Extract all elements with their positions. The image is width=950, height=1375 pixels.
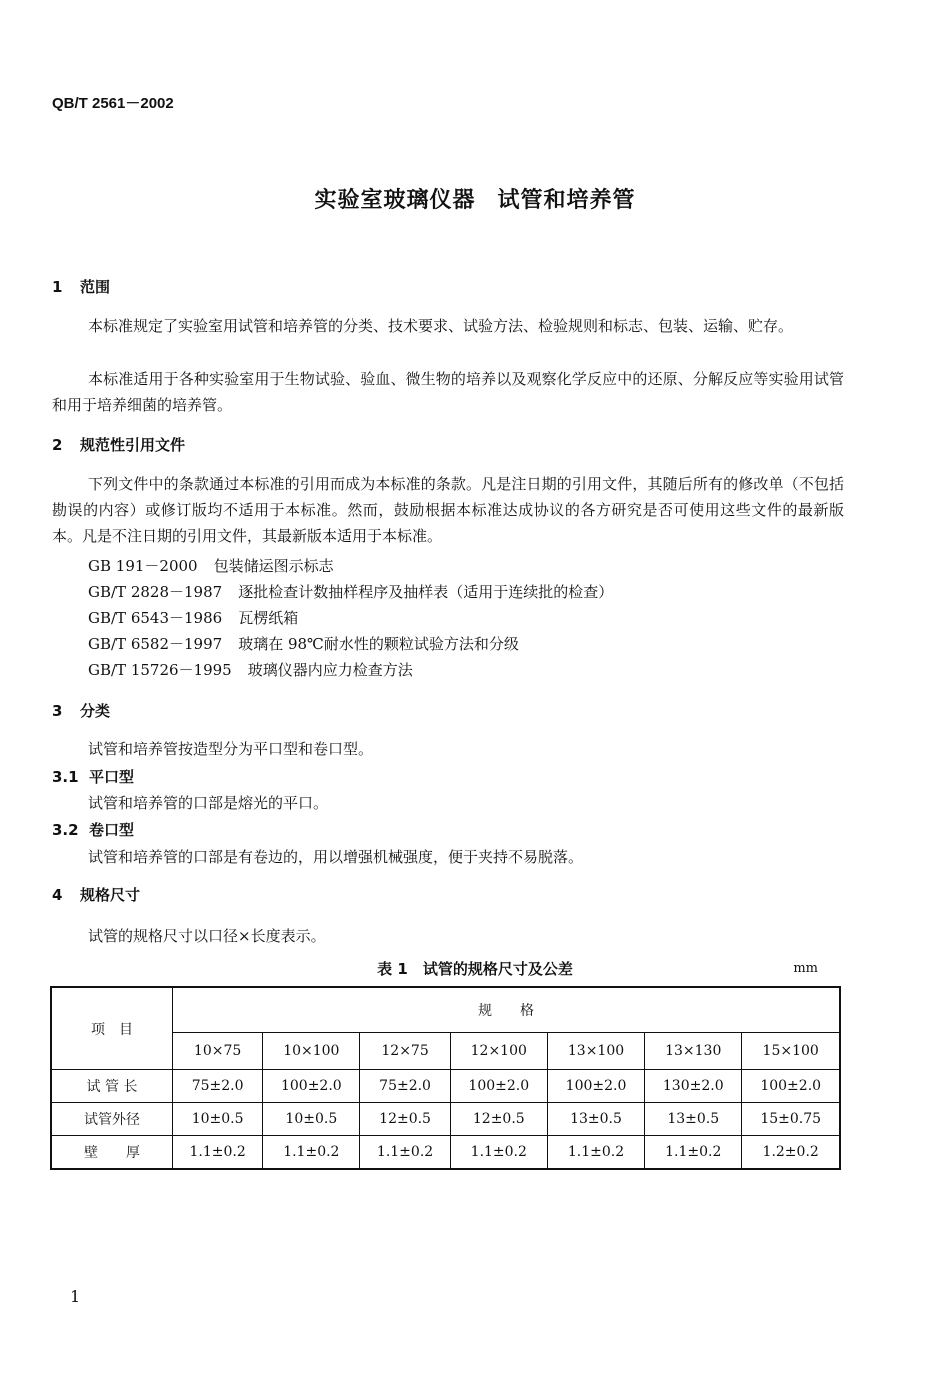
section-1-paragraph-2: 本标准适用于各种实验室用于生物试验、验血、微生物的培养以及观察化学反应中的还原、分解反应等实验用试管和用于培养细菌的培养管。 xyxy=(52,370,844,414)
table-cell: 100±2.0 xyxy=(742,1070,840,1103)
table-cell: 100±2.0 xyxy=(547,1070,644,1103)
table-cell: 1.1±0.2 xyxy=(263,1136,360,1170)
section-number: 4 xyxy=(52,886,63,904)
column-header: 13×130 xyxy=(645,1033,742,1070)
column-header: 13×100 xyxy=(547,1033,644,1070)
section-3-heading xyxy=(52,700,110,721)
section-title: 分类 xyxy=(80,702,111,720)
subsection-title: 平口型 xyxy=(89,768,135,786)
section-title: 范围 xyxy=(80,278,111,296)
reference-code: GB 191－2000 xyxy=(88,557,198,575)
row-label: 试管外径 xyxy=(51,1103,173,1136)
reference-title: 玻璃仪器内应力检查方法 xyxy=(247,661,413,679)
title-part-2: 试管和培养管 xyxy=(497,188,636,213)
table-cell: 13±0.5 xyxy=(645,1103,742,1136)
title-part-1: 实验室玻璃仪器 xyxy=(314,188,476,213)
section-title: 规格尺寸 xyxy=(80,886,141,904)
table-cell: 1.1±0.2 xyxy=(360,1136,450,1170)
section-number: 3 xyxy=(52,702,63,720)
table-unit: mm xyxy=(793,961,818,976)
page-number: 1 xyxy=(70,1287,81,1306)
row-label: 壁 厚 xyxy=(51,1136,173,1170)
row-label: 试 管 长 xyxy=(51,1070,173,1103)
section-number: 2 xyxy=(52,436,63,454)
reference-item xyxy=(88,555,334,576)
table-header-row xyxy=(51,987,840,1033)
section-4-paragraph-1: 试管的规格尺寸以口径×长度表示。 xyxy=(88,927,326,945)
table-cell: 1.1±0.2 xyxy=(547,1136,644,1170)
subsection-3-2-heading xyxy=(52,819,134,840)
table-cell: 10±0.5 xyxy=(263,1103,360,1136)
reference-item xyxy=(88,607,298,628)
section-number: 1 xyxy=(52,278,63,296)
table-cell: 1.1±0.2 xyxy=(645,1136,742,1170)
table-cell: 75±2.0 xyxy=(360,1070,450,1103)
table-row xyxy=(51,1070,840,1103)
table-row xyxy=(51,1103,840,1136)
table-cell: 1.2±0.2 xyxy=(742,1136,840,1170)
reference-code: GB/T 6582－1997 xyxy=(88,635,223,653)
column-header: 12×100 xyxy=(450,1033,547,1070)
column-header: 10×75 xyxy=(173,1033,263,1070)
reference-code: GB/T 2828－1987 xyxy=(88,583,223,601)
spec-table xyxy=(50,986,841,1170)
table-cell: 75±2.0 xyxy=(173,1070,263,1103)
reference-item xyxy=(88,659,413,680)
section-1-paragraph-1: 本标准规定了实验室用试管和培养管的分类、技术要求、试验方法、检验规则和标志、包装、运输、贮存。 xyxy=(88,317,794,335)
column-header: 15×100 xyxy=(742,1033,840,1070)
reference-title: 逐批检查计数抽样程序及抽样表（适用于连续批的检查） xyxy=(238,583,614,601)
subsection-number: 3.1 xyxy=(52,768,79,786)
reference-title: 玻璃在 98℃耐水性的颗粒试验方法和分级 xyxy=(238,635,519,653)
table-cell: 13±0.5 xyxy=(547,1103,644,1136)
table-cell: 12±0.5 xyxy=(360,1103,450,1136)
reference-item xyxy=(88,581,613,602)
table-cell: 15±0.75 xyxy=(742,1103,840,1136)
section-4-heading xyxy=(52,884,140,905)
table-cell: 100±2.0 xyxy=(263,1070,360,1103)
table-cell: 10±0.5 xyxy=(173,1103,263,1136)
table-caption: 表 1 试管的规格尺寸及公差 xyxy=(377,960,573,978)
table-cell: 1.1±0.2 xyxy=(450,1136,547,1170)
section-2-heading xyxy=(52,434,185,455)
section-1-heading xyxy=(52,276,110,297)
reference-title: 包装储运图示标志 xyxy=(213,557,334,575)
section-3-paragraph-1: 试管和培养管按造型分为平口型和卷口型。 xyxy=(88,740,374,758)
table-cell: 1.1±0.2 xyxy=(173,1136,263,1170)
table-cell: 12±0.5 xyxy=(450,1103,547,1136)
reference-item xyxy=(88,633,519,654)
section-title: 规范性引用文件 xyxy=(80,436,186,454)
section-2-paragraph-1: 下列文件中的条款通过本标准的引用而成为本标准的条款。凡是注日期的引用文件，其随后所有的修改单（不包括勘误的内容）或修订版均不适用于本标准。然而，鼓励根据本标准达成协议的各方研究是否可使用这些文件的最新版本。凡是不注日期的引用文件，其最新版本适用于本标准。 xyxy=(52,475,844,545)
table-cell: 100±2.0 xyxy=(450,1070,547,1103)
spec-header: 规 格 xyxy=(173,987,841,1033)
reference-code: GB/T 6543－1986 xyxy=(88,609,223,627)
subsection-3-2-text: 试管和培养管的口部是有卷边的，用以增强机械强度，便于夹持不易脱落。 xyxy=(88,848,584,866)
reference-code: GB/T 15726－1995 xyxy=(88,661,232,679)
subsection-title: 卷口型 xyxy=(89,821,135,839)
item-header: 项 目 xyxy=(51,987,173,1070)
column-header: 12×75 xyxy=(360,1033,450,1070)
subsection-number: 3.2 xyxy=(52,821,79,839)
document-title xyxy=(0,183,950,214)
reference-title: 瓦楞纸箱 xyxy=(238,609,299,627)
standard-code: QB/T 2561－2002 xyxy=(52,95,174,112)
column-header: 10×100 xyxy=(263,1033,360,1070)
subsection-3-1-text: 试管和培养管的口部是熔光的平口。 xyxy=(88,794,329,812)
subsection-3-1-heading xyxy=(52,766,134,787)
table-row xyxy=(51,1136,840,1170)
table-cell: 130±2.0 xyxy=(645,1070,742,1103)
